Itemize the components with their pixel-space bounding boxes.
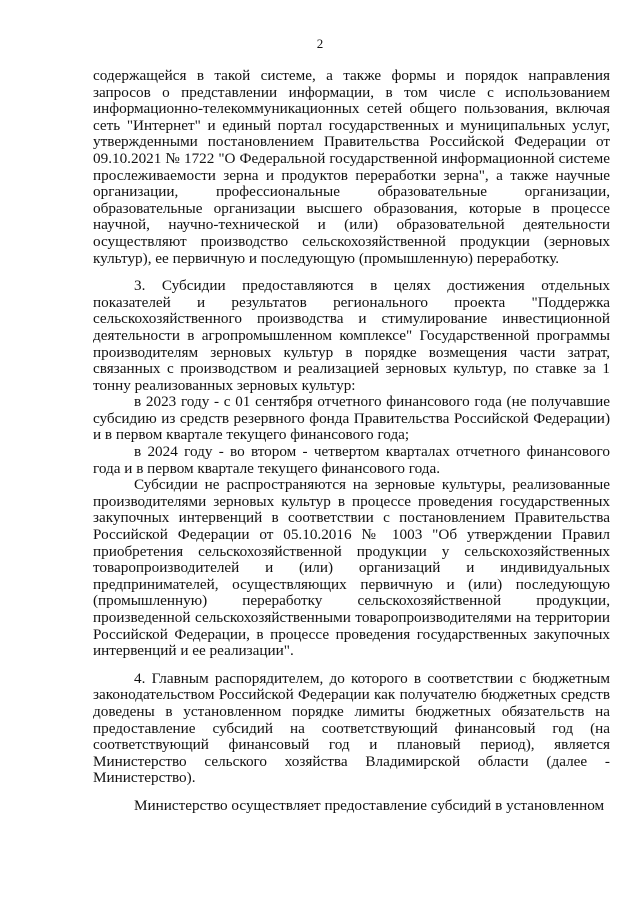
paragraph-clause-3: 3. Субсидии предоставляются в целях достижения отдельных показателей и результатов регионального проекта "Поддержка сельскохозяйственного производства и стимулирование инвестиционной деятельности в агропромышленном комплексе" Государственной программы производителям зерновых культур в порядке возмещения части затрат, связанных с производством и реализацией зерновых культур, по ставке за 1 тонну реализованных зерновых культур: — [93, 277, 610, 394]
page-number: 2 — [316, 36, 324, 51]
document-body — [93, 68, 610, 815]
paragraph-year-2023: в 2023 году - с 01 сентября отчетного финансового года (не получавшие субсидию из средств резервного фонда Правительства Российской Федерации) и в первом квартале текущего финансового года; — [93, 393, 610, 444]
paragraph-continuation: содержащейся в такой системе, а также формы и порядок направления запросов о представлении информации, в том числе с использованием информационно-телекоммуникационных сетей общего пользования, включая сеть "Интернет" и единый портал государственных и муниципальных услуг, утвержденными постановлением Правительства Российской Федерации от 09.10.2021 № 1722 "О Федеральной государственной информационной системе прослеживаемости зерна и продуктов переработки зерна", а также научные организации, профессиональные образовательные организации, образовательные организации высшего образования, которые в процессе научной, научно-технической и (или) образовательной деятельности осуществляют производство сельскохозяйственной продукции (зерновых культур), ее первичную и последующую (промышленную) переработку. — [93, 67, 610, 267]
paragraph-exclusions: Субсидии не распространяются на зерновые культуры, реализованные производителями зерновых культур в процессе проведения государственных закупочных интервенций в соответствии с постановлением Правительства Российской Федерации от 05.10.2016 № 1003 "Об утверждении Правил приобретения сельскохозяйственной продукции у сельскохозяйственных товаропроизводителей и (или) организаций и индивидуальных предпринимателей, осуществляющих первичную и (или) последующую (промышленную) переработку сельскохозяйственной продукции, произведенной сельскохозяйственными товаропроизводителями на территории Российской Федерации, в процессе проведения государственных закупочных интервенций и ее реализации". — [93, 476, 610, 660]
paragraph-year-2024: в 2024 году - во втором - четвертом кварталах отчетного финансового года и в первом квартале текущего финансового года. — [93, 443, 610, 477]
paragraph-clause-4: 4. Главным распорядителем, до которого в соответствии с бюджетным законодательством Российской Федерации как получателю бюджетных средств доведены в установленном порядке лимиты бюджетных обязательств на предоставление субсидий на соответствующий финансовый год (на соответствующий финансовый год и плановый период), является Министерство сельского хозяйства Владимирской области (далее - Министерство). — [93, 669, 610, 787]
paragraph-ministry: Министерство осуществляет предоставление субсидий в установленном — [134, 796, 605, 814]
